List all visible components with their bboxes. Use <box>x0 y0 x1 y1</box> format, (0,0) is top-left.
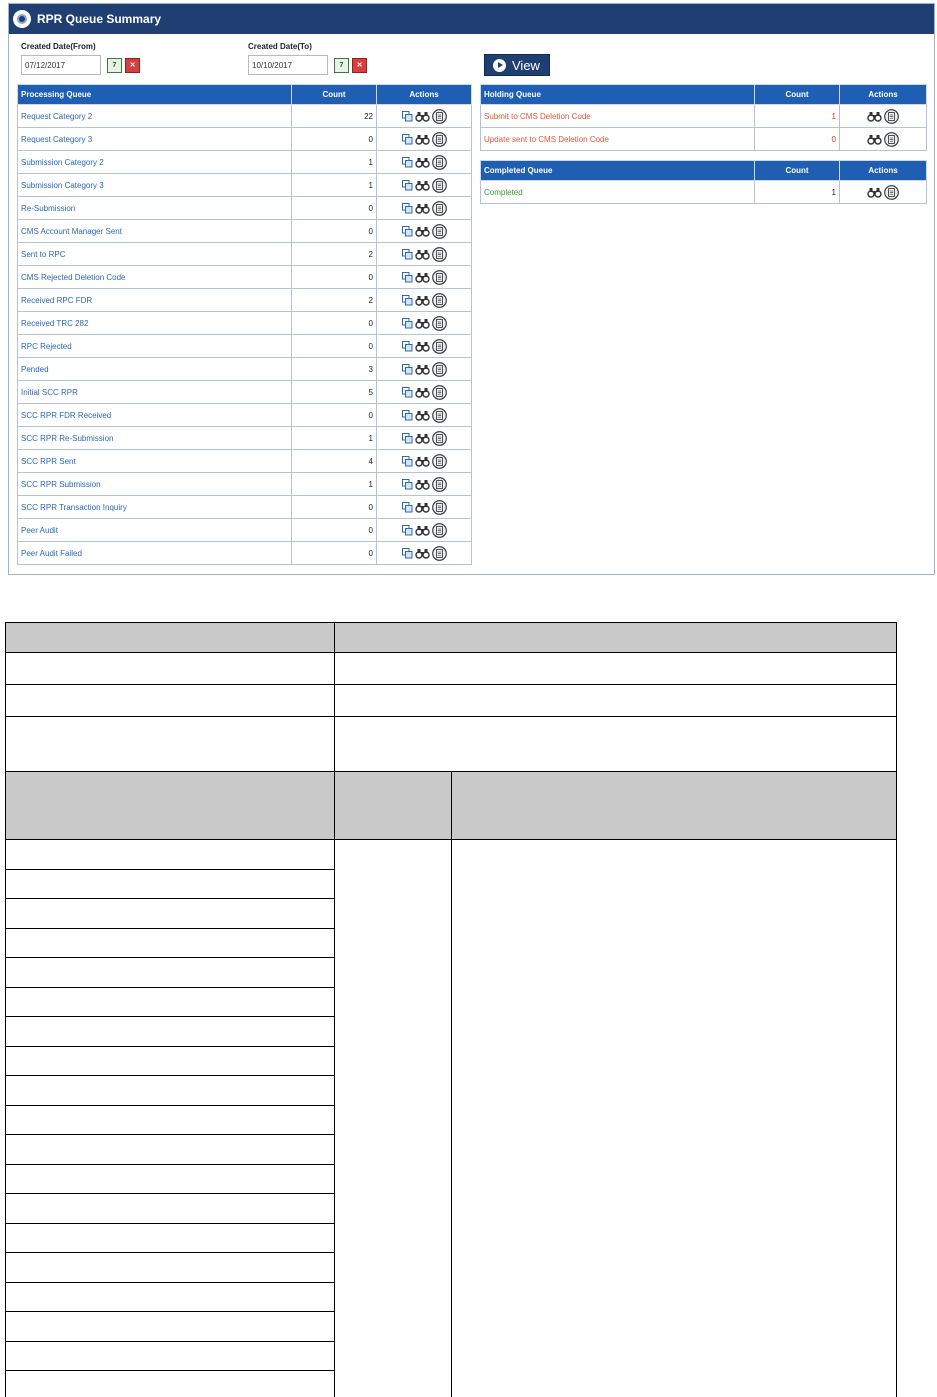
table-row <box>18 473 472 496</box>
clear-date-icon[interactable]: ✕ <box>125 58 140 73</box>
binoculars-icon[interactable] <box>415 456 430 467</box>
copy-icon[interactable] <box>402 525 413 536</box>
to-date-input[interactable] <box>248 55 328 75</box>
blank-cell <box>6 1253 335 1283</box>
queue-count: 0 <box>292 220 377 243</box>
blank-cell <box>335 840 452 1397</box>
queue-count: 1 <box>292 473 377 496</box>
queue-name-link[interactable]: Submission Category 2 <box>18 151 292 174</box>
actions-cell <box>377 381 472 404</box>
report-icon[interactable] <box>432 270 447 285</box>
queue-name-link[interactable]: Update sent to CMS Deletion Code <box>481 128 755 151</box>
table-header-row <box>481 85 927 105</box>
panel-header <box>9 4 934 34</box>
view-button-label: View <box>512 57 540 73</box>
queue-name-link[interactable]: CMS Rejected Deletion Code <box>18 266 292 289</box>
blank-cell <box>6 1135 335 1165</box>
queue-count: 0 <box>292 266 377 289</box>
queue-count: 22 <box>292 105 377 128</box>
blank-cell <box>6 1341 335 1371</box>
queue-count: 2 <box>292 289 377 312</box>
to-date-group <box>248 42 367 75</box>
copy-icon[interactable] <box>402 433 413 444</box>
table-row <box>18 151 472 174</box>
binoculars-icon[interactable] <box>415 364 430 375</box>
binoculars-icon[interactable] <box>415 502 430 513</box>
from-date-group <box>21 42 140 75</box>
table-row <box>18 289 472 312</box>
binoculars-icon[interactable] <box>415 203 430 214</box>
blank-table <box>5 622 897 1397</box>
table-row <box>18 496 472 519</box>
processing-queue-table <box>17 84 472 565</box>
queue-name-link[interactable]: Submission Category 3 <box>18 174 292 197</box>
queue-name-link[interactable]: SCC RPR Re-Submission <box>18 427 292 450</box>
actions-cell <box>377 151 472 174</box>
blank-cell <box>6 772 335 840</box>
table-row <box>18 450 472 473</box>
blank-cell <box>335 653 897 685</box>
queue-name-link[interactable]: Request Category 2 <box>18 105 292 128</box>
queue-count: 0 <box>292 496 377 519</box>
queue-count: 2 <box>292 243 377 266</box>
queue-count: 1 <box>755 181 840 204</box>
binoculars-icon[interactable] <box>415 318 430 329</box>
blank-cell <box>335 623 897 653</box>
queue-name-link[interactable]: Received TRC 282 <box>18 312 292 335</box>
queue-count: 0 <box>755 128 840 151</box>
calendar-icon[interactable]: 7 <box>334 58 349 73</box>
table-row <box>18 197 472 220</box>
report-icon[interactable] <box>432 431 447 446</box>
copy-icon[interactable] <box>402 203 413 214</box>
table-row <box>18 220 472 243</box>
blank-row <box>6 840 897 870</box>
from-date-label: Created Date(From) <box>21 42 96 51</box>
report-icon[interactable] <box>432 408 447 423</box>
binoculars-icon[interactable] <box>867 134 882 145</box>
count-header: Count <box>755 85 840 105</box>
blank-cell <box>6 1017 335 1047</box>
blank-cell <box>6 1312 335 1342</box>
queue-name-link[interactable]: Sent to RPC <box>18 243 292 266</box>
table-row <box>481 128 927 151</box>
table-row <box>18 427 472 450</box>
table-header-row <box>481 161 927 181</box>
queue-name-link[interactable]: Peer Audit Failed <box>18 542 292 565</box>
table-row <box>18 312 472 335</box>
copy-icon[interactable] <box>402 180 413 191</box>
holding-queue-table <box>480 84 927 151</box>
copy-icon[interactable] <box>402 410 413 421</box>
queue-name-link[interactable]: SCC RPR Sent <box>18 450 292 473</box>
queue-count: 0 <box>292 519 377 542</box>
actions-cell <box>377 197 472 220</box>
actions-header: Actions <box>840 85 927 105</box>
queue-count: 0 <box>292 197 377 220</box>
report-icon[interactable] <box>432 500 447 515</box>
blank-cell <box>335 685 897 717</box>
actions-cell <box>377 220 472 243</box>
queue-name-link[interactable]: SCC RPR FDR Received <box>18 404 292 427</box>
binoculars-icon[interactable] <box>415 180 430 191</box>
queue-name-link[interactable]: Received RPC FDR <box>18 289 292 312</box>
report-icon[interactable] <box>884 185 899 200</box>
queue-name-link[interactable]: Re-Submission <box>18 197 292 220</box>
copy-icon[interactable] <box>402 295 413 306</box>
copy-icon[interactable] <box>402 364 413 375</box>
actions-cell <box>377 335 472 358</box>
queue-name-link[interactable]: Pended <box>18 358 292 381</box>
queue-name-link[interactable]: Submit to CMS Deletion Code <box>481 105 755 128</box>
blank-cell <box>6 653 335 685</box>
blank-cell <box>6 1105 335 1135</box>
copy-icon[interactable] <box>402 456 413 467</box>
copy-icon[interactable] <box>402 548 413 559</box>
blank-header-row <box>6 772 897 840</box>
actions-cell <box>377 427 472 450</box>
table-row <box>18 174 472 197</box>
binoculars-icon[interactable] <box>415 111 430 122</box>
blank-cell <box>335 772 452 840</box>
report-icon[interactable] <box>432 178 447 193</box>
copy-icon[interactable] <box>402 157 413 168</box>
report-icon[interactable] <box>432 523 447 538</box>
count-header: Count <box>755 161 840 181</box>
actions-cell <box>377 312 472 335</box>
view-button[interactable] <box>484 54 550 76</box>
binoculars-icon[interactable] <box>415 295 430 306</box>
queue-name-link[interactable]: SCC RPR Submission <box>18 473 292 496</box>
actions-header: Actions <box>840 161 927 181</box>
report-icon[interactable] <box>432 339 447 354</box>
binoculars-icon[interactable] <box>415 479 430 490</box>
clear-date-icon[interactable]: ✕ <box>352 58 367 73</box>
queue-name-link[interactable]: Peer Audit <box>18 519 292 542</box>
blank-cell <box>6 1046 335 1076</box>
binoculars-icon[interactable] <box>415 341 430 352</box>
blank-cell <box>6 840 335 870</box>
queue-count: 3 <box>292 358 377 381</box>
queue-name-link[interactable]: CMS Account Manager Sent <box>18 220 292 243</box>
holding-queue-header: Holding Queue <box>481 85 755 105</box>
actions-cell <box>377 358 472 381</box>
binoculars-icon[interactable] <box>415 387 430 398</box>
actions-cell <box>377 266 472 289</box>
actions-cell <box>377 243 472 266</box>
actions-header: Actions <box>377 85 472 105</box>
actions-cell <box>377 542 472 565</box>
queue-count: 1 <box>292 151 377 174</box>
table-row <box>18 519 472 542</box>
blank-row <box>6 717 897 772</box>
completed-queue-header: Completed Queue <box>481 161 755 181</box>
report-icon[interactable] <box>432 362 447 377</box>
blank-cell <box>6 685 335 717</box>
copy-icon[interactable] <box>402 134 413 145</box>
blank-cell <box>6 1076 335 1106</box>
blank-header-row <box>6 623 897 653</box>
queue-name-link[interactable]: RPC Rejected <box>18 335 292 358</box>
binoculars-icon[interactable] <box>415 410 430 421</box>
table-row <box>18 404 472 427</box>
copy-icon[interactable] <box>402 502 413 513</box>
binoculars-icon[interactable] <box>415 548 430 559</box>
table-row <box>481 181 927 204</box>
binoculars-icon[interactable] <box>415 433 430 444</box>
report-icon[interactable] <box>432 224 447 239</box>
copy-icon[interactable] <box>402 111 413 122</box>
binoculars-icon[interactable] <box>867 187 882 198</box>
binoculars-icon[interactable] <box>415 226 430 237</box>
copy-icon[interactable] <box>402 272 413 283</box>
panel-title: RPR Queue Summary <box>37 12 162 26</box>
queue-count: 0 <box>292 542 377 565</box>
blank-cell <box>6 623 335 653</box>
actions-cell <box>377 450 472 473</box>
table-row <box>18 105 472 128</box>
copy-icon[interactable] <box>402 249 413 260</box>
report-icon[interactable] <box>432 247 447 262</box>
blank-cell <box>6 987 335 1017</box>
table-row <box>18 358 472 381</box>
blank-row <box>6 685 897 717</box>
table-header-row <box>18 85 472 105</box>
blank-cell <box>6 928 335 958</box>
binoculars-icon[interactable] <box>415 249 430 260</box>
queue-name-link[interactable]: Initial SCC RPR <box>18 381 292 404</box>
blank-cell <box>6 1164 335 1194</box>
copy-icon[interactable] <box>402 387 413 398</box>
count-header: Count <box>292 85 377 105</box>
copy-icon[interactable] <box>402 226 413 237</box>
queue-count: 0 <box>292 128 377 151</box>
report-icon[interactable] <box>432 454 447 469</box>
report-icon[interactable] <box>432 109 447 124</box>
actions-cell <box>377 473 472 496</box>
blank-row <box>6 653 897 685</box>
actions-cell <box>377 105 472 128</box>
actions-cell <box>840 128 927 151</box>
table-row <box>18 266 472 289</box>
actions-cell <box>377 128 472 151</box>
blank-cell <box>6 1371 335 1397</box>
actions-cell <box>377 519 472 542</box>
blank-cell <box>6 717 335 772</box>
report-icon[interactable] <box>432 293 447 308</box>
blank-cell <box>6 958 335 988</box>
binoculars-icon[interactable] <box>415 157 430 168</box>
queue-count: 1 <box>755 105 840 128</box>
report-icon[interactable] <box>432 385 447 400</box>
copy-icon[interactable] <box>402 318 413 329</box>
table-row <box>18 243 472 266</box>
blank-cell <box>335 717 897 772</box>
queue-count: 0 <box>292 312 377 335</box>
copy-icon[interactable] <box>402 479 413 490</box>
blank-cell <box>452 840 897 1397</box>
report-icon[interactable] <box>432 132 447 147</box>
report-icon[interactable] <box>432 155 447 170</box>
binoculars-icon[interactable] <box>415 272 430 283</box>
blank-cell <box>6 1223 335 1253</box>
report-icon[interactable] <box>432 546 447 561</box>
binoculars-icon[interactable] <box>415 525 430 536</box>
queue-count: 0 <box>292 404 377 427</box>
calendar-icon[interactable]: 7 <box>107 58 122 73</box>
from-date-input[interactable] <box>21 55 101 75</box>
rpr-queue-summary-panel <box>8 3 935 575</box>
blank-cell <box>6 899 335 929</box>
queue-name-link[interactable]: Completed <box>481 181 755 204</box>
queue-name-link[interactable]: SCC RPR Transaction Inquiry <box>18 496 292 519</box>
report-icon[interactable] <box>884 132 899 147</box>
report-icon[interactable] <box>884 109 899 124</box>
actions-cell <box>377 496 472 519</box>
processing-queue-header: Processing Queue <box>18 85 292 105</box>
report-icon[interactable] <box>432 316 447 331</box>
queue-count: 1 <box>292 174 377 197</box>
completed-queue-table <box>480 160 927 204</box>
report-icon[interactable] <box>432 201 447 216</box>
table-row <box>18 381 472 404</box>
binoculars-icon[interactable] <box>415 134 430 145</box>
queue-count: 0 <box>292 335 377 358</box>
blank-cell <box>6 1282 335 1312</box>
queue-count: 1 <box>292 427 377 450</box>
blank-cell <box>6 869 335 899</box>
play-icon <box>493 59 506 72</box>
blank-cell <box>452 772 897 840</box>
actions-cell <box>377 404 472 427</box>
actions-cell <box>840 105 927 128</box>
queue-count: 4 <box>292 450 377 473</box>
blank-cell <box>6 1194 335 1224</box>
queue-count: 5 <box>292 381 377 404</box>
binoculars-icon[interactable] <box>867 111 882 122</box>
report-icon[interactable] <box>432 477 447 492</box>
table-row <box>18 542 472 565</box>
actions-cell <box>840 181 927 204</box>
copy-icon[interactable] <box>402 341 413 352</box>
queue-name-link[interactable]: Request Category 3 <box>18 128 292 151</box>
to-date-label: Created Date(To) <box>248 42 312 51</box>
actions-cell <box>377 289 472 312</box>
table-row <box>18 128 472 151</box>
table-row <box>481 105 927 128</box>
actions-cell <box>377 174 472 197</box>
table-row <box>18 335 472 358</box>
queue-icon <box>13 10 31 28</box>
